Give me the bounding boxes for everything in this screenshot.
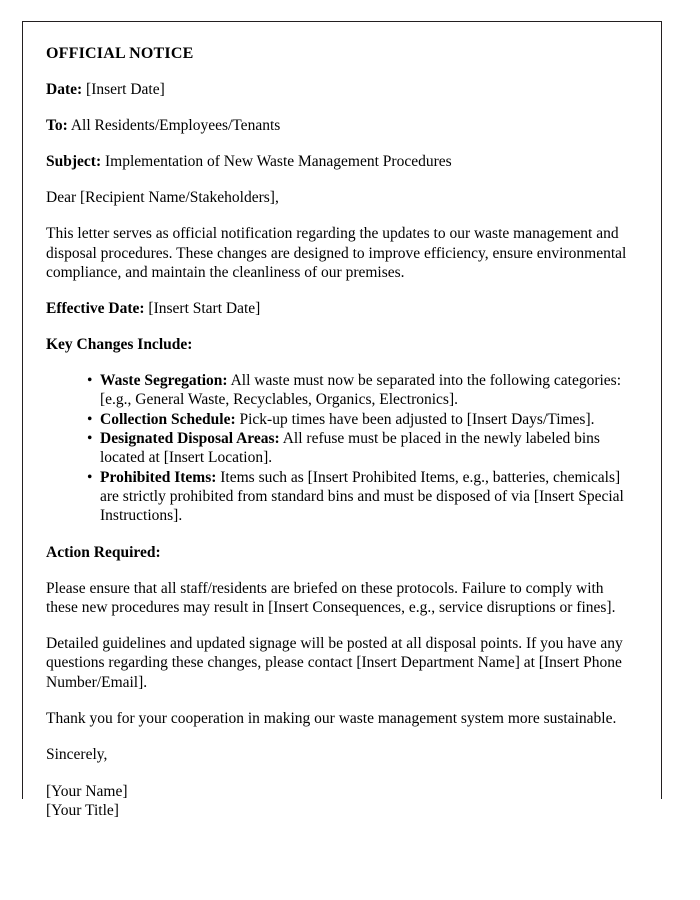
subject-label: Subject:: [46, 153, 102, 170]
list-item: [87, 429, 639, 468]
guidelines-paragraph: Detailed guidelines and updated signage will be posted at all disposal points. If you have any questions regarding these changes, please contact [Insert Department Name] at [Insert Phone Number/Email].: [46, 635, 623, 691]
action-required-heading: Action Required:: [46, 543, 161, 561]
list-item: [87, 468, 639, 526]
effective-date-line: [46, 299, 639, 318]
list-item-term: Prohibited Items:: [100, 468, 217, 486]
effective-date-label: Effective Date:: [46, 300, 145, 318]
closing-salutation: Sincerely,: [46, 746, 108, 764]
signature-title: [Your Title]: [46, 801, 119, 819]
action-required-paragraph: Please ensure that all staff/residents are briefed on these protocols. Failure to comply with these new procedures may result in [Insert Consequences, e.g., service disruptions or fines].: [46, 579, 616, 616]
list-item-text: Pick-up times have been adjusted to [Insert Days/Times].: [235, 410, 595, 428]
list-item-text: Items such as [Insert Prohibited Items, e.g., batteries, chemicals] are strictly prohibited from standard bins and must be disposed of via [Insert Special Instructions].: [100, 468, 624, 525]
list-item: [87, 410, 639, 429]
date-label: Date:: [46, 81, 83, 98]
meta-line-date: [46, 80, 639, 99]
meta-line-subject: [46, 152, 639, 171]
bullet-icon: •: [87, 430, 93, 448]
notice-body: [23, 22, 661, 820]
list-item-term: Designated Disposal Areas:: [100, 430, 280, 448]
signature-block: [46, 782, 639, 821]
date-value: [Insert Date]: [86, 81, 165, 98]
subject-value: Implementation of New Waste Management Procedures: [104, 153, 452, 170]
bullet-icon: •: [87, 468, 93, 486]
list-item: [87, 371, 639, 410]
to-label: To:: [46, 117, 68, 134]
key-changes-list: [46, 371, 639, 525]
thanks-paragraph: Thank you for your cooperation in making our waste management system more sustainable.: [46, 710, 617, 728]
page-title: OFFICIAL NOTICE: [46, 45, 194, 62]
effective-date-value: [Insert Start Date]: [148, 300, 261, 318]
bullet-icon: •: [87, 410, 93, 428]
list-item-text: All refuse must be placed in the newly labeled bins located at [Insert Location].: [100, 430, 600, 467]
list-item-text: All waste must now be separated into the following categories: [e.g., General Waste, Recyclables, Organics, Electronics].: [100, 372, 622, 409]
official-notice-document: [22, 21, 662, 819]
intro-paragraph: This letter serves as official notification regarding the updates to our waste management and disposal procedures. These changes are designed to improve efficiency, ensure environmental compliance, and maintain the cleanliness of our premises.: [46, 225, 627, 281]
bullet-icon: •: [87, 372, 93, 390]
list-item-term: Waste Segregation:: [100, 372, 228, 390]
meta-line-to: [46, 116, 639, 135]
to-value: All Residents/Employees/Tenants: [70, 117, 281, 134]
key-changes-heading: Key Changes Include:: [46, 336, 193, 354]
signature-name: [Your Name]: [46, 782, 128, 800]
list-item-term: Collection Schedule:: [100, 410, 236, 428]
salutation: Dear [Recipient Name/Stakeholders],: [46, 189, 279, 206]
